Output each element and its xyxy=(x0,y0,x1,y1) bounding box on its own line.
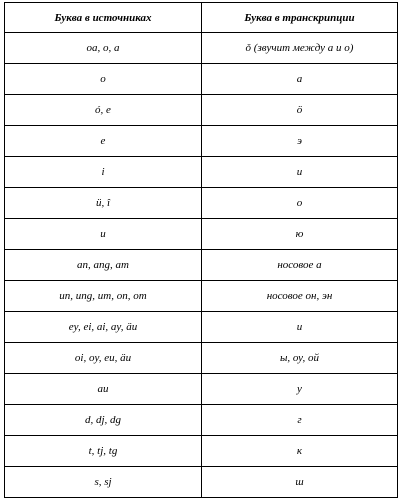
source-cell: t, tj, tg xyxy=(5,436,202,467)
source-cell: ó, e xyxy=(5,95,202,126)
transcription-cell: о xyxy=(202,188,398,219)
transcription-cell: носовое а xyxy=(202,250,398,281)
table-row xyxy=(5,157,398,188)
source-cell: au xyxy=(5,374,202,405)
source-cell: o xyxy=(5,64,202,95)
source-cell: un, ung, um, on, om xyxy=(5,281,202,312)
source-cell: oi, oy, eu, äu xyxy=(5,343,202,374)
source-cell: ey, ei, ai, ay, äu xyxy=(5,312,202,343)
transcription-cell: ш xyxy=(202,467,398,498)
transcription-cell: и xyxy=(202,312,398,343)
source-cell: i xyxy=(5,157,202,188)
source-cell: oa, o, a xyxy=(5,33,202,64)
transcription-cell: и xyxy=(202,157,398,188)
table-row xyxy=(5,281,398,312)
source-cell: u xyxy=(5,219,202,250)
transcription-cell: ю xyxy=(202,219,398,250)
table-row xyxy=(5,405,398,436)
transcription-cell: ö xyxy=(202,95,398,126)
table-row xyxy=(5,64,398,95)
transcription-cell: носовое он, эн xyxy=(202,281,398,312)
source-cell: ü, î xyxy=(5,188,202,219)
table-row xyxy=(5,219,398,250)
column-header-source-letter: Буква в источниках xyxy=(5,3,202,33)
transcription-cell: э xyxy=(202,126,398,157)
column-header-transcription-letter: Буква в транскрипции xyxy=(202,3,398,33)
table-header-row xyxy=(5,3,398,33)
table-row xyxy=(5,250,398,281)
table-row xyxy=(5,126,398,157)
table-row xyxy=(5,95,398,126)
table-row xyxy=(5,374,398,405)
table-row xyxy=(5,343,398,374)
table-row xyxy=(5,188,398,219)
transcription-cell: а xyxy=(202,64,398,95)
transliteration-table xyxy=(4,2,398,498)
document-page xyxy=(4,2,397,498)
source-cell: e xyxy=(5,126,202,157)
table-row xyxy=(5,312,398,343)
table-row xyxy=(5,33,398,64)
transcription-cell: г xyxy=(202,405,398,436)
transcription-cell: ы, оу, ой xyxy=(202,343,398,374)
transcription-cell: ǒ (звучит между а и о) xyxy=(202,33,398,64)
transcription-cell: к xyxy=(202,436,398,467)
table-row xyxy=(5,467,398,498)
source-cell: an, ang, am xyxy=(5,250,202,281)
table-row xyxy=(5,436,398,467)
transcription-cell: у xyxy=(202,374,398,405)
source-cell: d, dj, dg xyxy=(5,405,202,436)
source-cell: s, sj xyxy=(5,467,202,498)
